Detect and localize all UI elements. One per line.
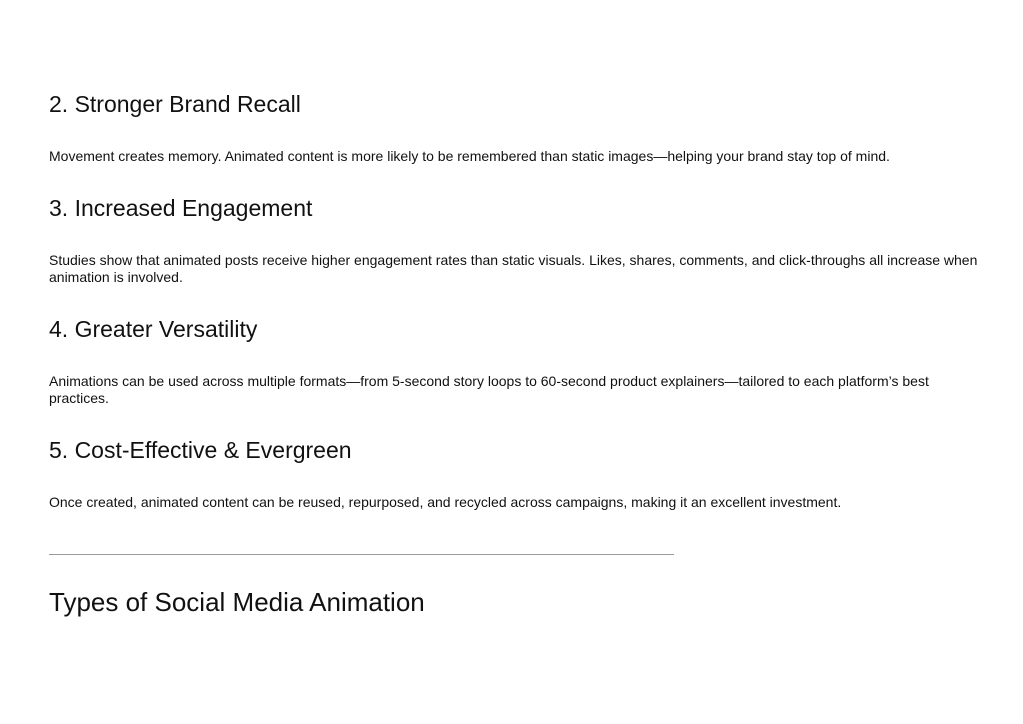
benefit-section-brand-recall bbox=[49, 90, 979, 165]
section-paragraph: Animations can be used across multiple formats—from 5-second story loops to 60-second product explainers—tailored to each platform’s best practices. bbox=[49, 373, 929, 406]
section-paragraph: Movement creates memory. Animated content is more likely to be remembered than static images—helping your brand stay top of mind. bbox=[49, 148, 890, 164]
section-divider bbox=[49, 554, 674, 555]
benefit-section-versatility bbox=[49, 315, 979, 407]
section-paragraph: Studies show that animated posts receive higher engagement rates than static visuals. Likes, shares, comments, and click-throughs all increase when animation is involved. bbox=[49, 252, 978, 285]
section-heading: 2. Stronger Brand Recall bbox=[49, 91, 301, 117]
section-heading: 3. Increased Engagement bbox=[49, 195, 313, 221]
section-heading: 5. Cost-Effective & Evergreen bbox=[49, 437, 352, 463]
section-heading: 4. Greater Versatility bbox=[49, 316, 258, 342]
section-paragraph: Once created, animated content can be reused, repurposed, and recycled across campaigns, making it an excellent investment. bbox=[49, 494, 842, 510]
benefit-section-cost-effective bbox=[49, 436, 979, 511]
benefit-section-engagement bbox=[49, 194, 979, 286]
types-section-heading: Types of Social Media Animation bbox=[49, 587, 425, 617]
